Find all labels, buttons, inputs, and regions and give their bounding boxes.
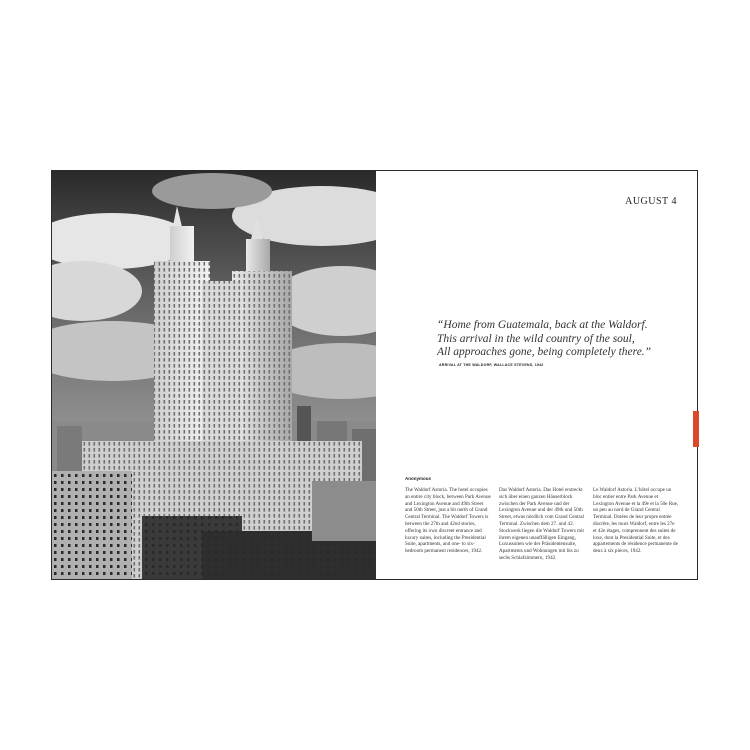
caption-columns: [405, 487, 679, 562]
quote-attribution: ARRIVAL AT THE WALDORF, WALLACE STEVENS, 1942: [439, 363, 544, 367]
epigraph-quote: [437, 319, 667, 360]
page-edge-tab: [693, 411, 699, 447]
book-spread: [51, 170, 698, 580]
quote-line: All approaches gone, being completely there.”: [437, 346, 652, 358]
waldorf-astoria-photo: [52, 171, 376, 579]
page-date: AUGUST 4: [625, 196, 677, 207]
quote-line: “Home from Guatemala, back at the Waldorf.: [437, 319, 648, 331]
caption-heading: Anonymous: [405, 476, 432, 481]
caption-french: Le Waldorf Astoria. L’hôtel occupe un bloc entier entre Park Avenue et Lexington Avenue et la 49e et la 50e Rue, un peu au nord de Grand Central Terminal. Dotées de leur propre entrée discrète, les tours Waldorf, entre les 27e et 42e étages, comprennent des suites de luxe, dont la Presidential Suite, et des appartements de résidence permanente de deux à six pièces, 1942.: [593, 487, 679, 555]
text-page: [376, 171, 697, 579]
quote-line: This arrival in the wild country of the soul,: [437, 332, 635, 345]
caption-german: Das Waldorf Astoria. Das Hotel erstreckt sich über einen ganzen Häuserblock zwischen der Park Avenue und der Lexington Avenue und der 49th und 50th Street, etwas nördlich vom Grand Central Terminal. Zwischen dem 27. und 42. Stockwerk liegen die Waldorf Towers mit ihrem eigenen unauffälligen Eingang, Luxussuiten wie der Präsidentensuite, Apartments und Wohnungen mit bis zu sechs Schlafzimmern, 1942.: [499, 487, 584, 561]
caption-english: The Waldorf Astoria. The hotel occupies an entire city block, between Park Avenue and Lexington Avenue and 49th Street and 50th Street, just a bit north of Grand Central Terminal. The Waldorf Towers is between the 27th and 42nd stories, offering its own discreet entrance and luxury suites, including the Presidential Suite, apartments, and one- to six-bedroom permanent residences, 1942.: [405, 487, 491, 555]
